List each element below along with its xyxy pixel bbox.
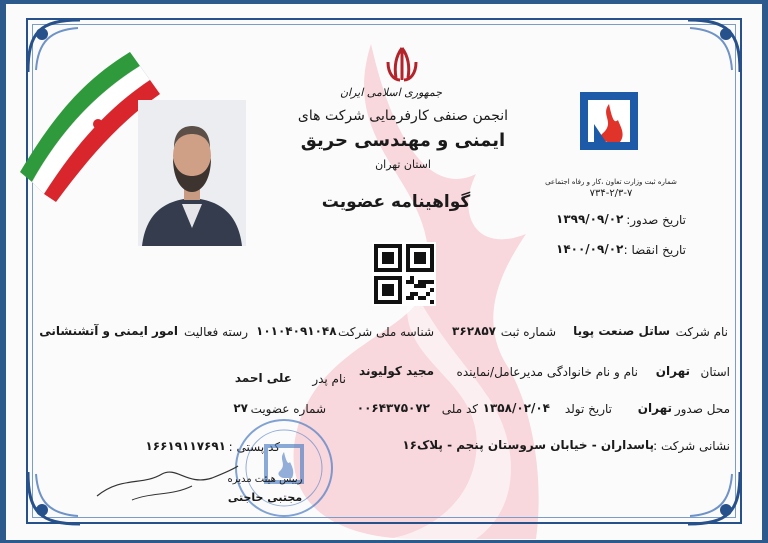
signer-name: مجتبی حاجتی <box>227 491 303 504</box>
expiry-date-label: تاریخ انقضا : <box>623 243 686 257</box>
postal-code-value: ۱۶۶۱۹۱۱۷۶۹۱ <box>145 439 226 453</box>
activity-label: رسته فعالیت <box>184 325 248 339</box>
member-photo <box>138 100 246 246</box>
document-title: گواهینامه عضویت <box>321 192 471 212</box>
father-name-label: نام پدر <box>312 372 346 386</box>
postal-code-label: کد پستی : <box>228 440 280 454</box>
national-id-value: ۱۰۱۰۴۰۹۱۰۴۸ <box>256 324 337 338</box>
issue-date-value: ۱۳۹۹/۰۹/۰۲ <box>556 212 624 226</box>
national-id-label: شناسه ملی شرکت <box>337 325 434 339</box>
official-stamp-icon <box>232 416 336 520</box>
company-name-label: نام شرکت <box>675 325 728 339</box>
logo-caption-1: شماره ثبت وزارت تعاون ،کار و رفاه اجتماعی <box>545 178 677 186</box>
corner-ornament-icon <box>20 462 90 532</box>
registration-number-value: ۳۶۲۸۵۷ <box>452 324 496 338</box>
birth-date-label: تاریخ تولد <box>564 402 612 416</box>
issue-date-label: تاریخ صدور: <box>626 213 686 227</box>
emblem-icon <box>382 44 422 84</box>
signer-role: رییس هیئت مدیره <box>227 474 303 485</box>
activity-value: امور ایمنی و آتشنشانی <box>39 324 178 338</box>
membership-number-value: ۲۷ <box>233 401 248 415</box>
province-value: تهران <box>655 364 690 378</box>
issue-place-value: تهران <box>637 401 672 415</box>
address-label: نشانی شرکت : <box>653 439 730 453</box>
company-name-value: ساتل صنعت پویا <box>573 324 670 338</box>
registration-number-label: شماره ثبت <box>500 325 556 339</box>
manager-value: مجید کولیوند <box>359 364 434 378</box>
national-code-value: ۰۰۶۴۳۷۵۰۷۲ <box>356 401 430 415</box>
emblem-caption: جمهوری اسلامی ایران <box>339 86 442 99</box>
org-line-2: ایمنی و مهندسی حریق <box>300 130 506 151</box>
national-code-label: کد ملی <box>441 402 478 416</box>
issue-place-label: محل صدور <box>674 402 730 416</box>
corner-ornament-icon <box>678 12 748 82</box>
organization-logo-icon <box>578 90 640 152</box>
certificate-paper <box>6 4 762 540</box>
logo-caption-2: ۷۳۴-۲/۳-۷ <box>589 188 633 199</box>
manager-label: نام و نام خانوادگی مدیرعامل/نماینده <box>456 365 638 379</box>
expiry-date-value: ۱۴۰۰/۰۹/۰۲ <box>556 242 624 256</box>
org-line-1: انجمن صنفی کارفرمایی شرکت های <box>297 108 509 124</box>
father-name-value: علی احمد <box>234 371 292 385</box>
corner-ornament-icon <box>678 462 748 532</box>
address-value: پاسداران - خیابان سروستان پنجم - پلاک۱۶ <box>402 438 654 452</box>
birth-date-value: ۱۳۵۸/۰۲/۰۴ <box>482 401 550 415</box>
province-caption: استان تهران <box>375 158 431 171</box>
qr-code[interactable] <box>372 242 436 306</box>
province-label: استان <box>700 365 730 379</box>
membership-number-label: شماره عضویت <box>250 402 326 416</box>
